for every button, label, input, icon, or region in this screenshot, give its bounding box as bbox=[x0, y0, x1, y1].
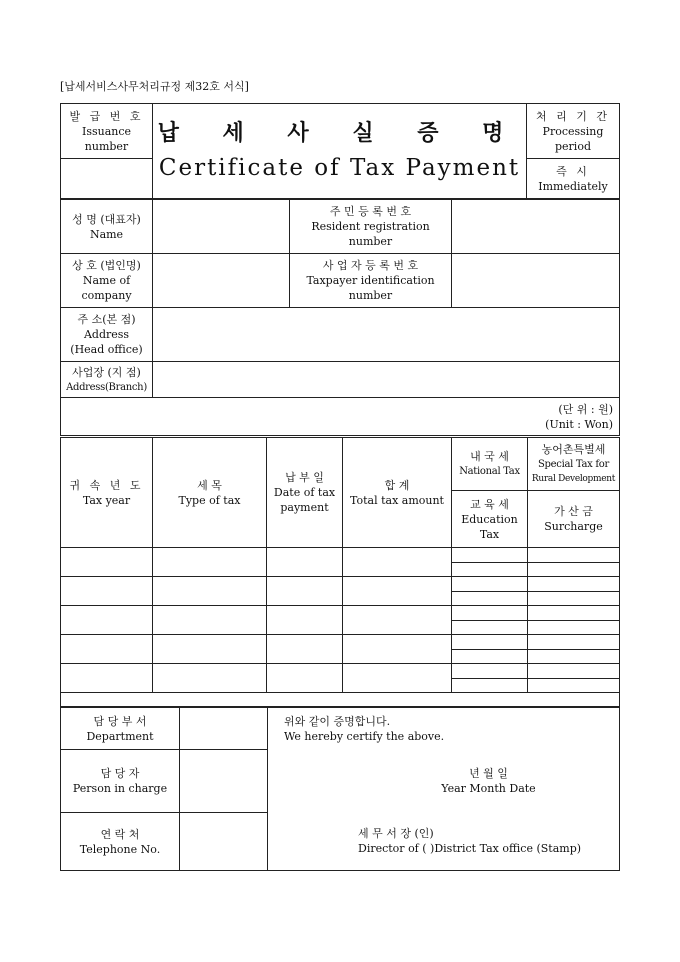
col-type: 세 목 Type of tax bbox=[153, 438, 267, 548]
col-surcharge: 가 산 금 Surcharge bbox=[528, 491, 620, 548]
table-spacer bbox=[61, 693, 620, 707]
department-field[interactable] bbox=[180, 708, 268, 750]
col-education: 교 육 세 Education Tax bbox=[452, 491, 528, 548]
taxpayer-info bbox=[60, 199, 620, 436]
table-row-cell[interactable] bbox=[61, 577, 153, 606]
telephone-field[interactable] bbox=[180, 813, 268, 871]
table-row-cell[interactable] bbox=[343, 606, 452, 635]
issue-date: 년 월 일 Year Month Date bbox=[268, 750, 620, 813]
table-row-cell[interactable] bbox=[343, 577, 452, 606]
table-row-cell[interactable] bbox=[452, 621, 528, 635]
table-row-cell[interactable] bbox=[452, 635, 528, 650]
footer-block bbox=[60, 707, 620, 871]
company-label: 상 호 (법인명) Name of company bbox=[61, 254, 153, 308]
person-label: 담 당 자 Person in charge bbox=[61, 750, 180, 813]
taxpayer-id-field[interactable] bbox=[452, 254, 620, 308]
table-row-cell[interactable] bbox=[452, 548, 528, 563]
director-signature: 세 무 서 장 (인) Director of ( )District Tax office (Stamp) bbox=[268, 813, 620, 871]
table-row-cell[interactable] bbox=[452, 606, 528, 621]
title-en: Certificate of Tax Payment bbox=[158, 155, 521, 181]
issuance-value[interactable] bbox=[61, 159, 153, 199]
unit-note: (단 위 : 원) (Unit : Won) bbox=[61, 398, 620, 436]
table-row-cell[interactable] bbox=[267, 635, 343, 664]
table-row-cell[interactable] bbox=[452, 577, 528, 592]
table-row-cell[interactable] bbox=[528, 563, 620, 577]
table-row-cell[interactable] bbox=[267, 577, 343, 606]
col-total: 합 계 Total tax amount bbox=[343, 438, 452, 548]
table-row-cell[interactable] bbox=[528, 635, 620, 650]
processing-label: 처 리 기 간 Processing period bbox=[527, 104, 620, 159]
table-row-cell[interactable] bbox=[343, 548, 452, 577]
person-field[interactable] bbox=[180, 750, 268, 813]
table-row-cell[interactable] bbox=[528, 548, 620, 563]
taxpayer-id-label: 사 업 자 등 록 번 호 Taxpayer identification number bbox=[290, 254, 452, 308]
name-field[interactable] bbox=[153, 200, 290, 254]
col-tax-year: 귀 속 년 도 Tax year bbox=[61, 438, 153, 548]
table-row-cell[interactable] bbox=[267, 548, 343, 577]
address-label: 주 소(본 점) Address (Head office) bbox=[61, 308, 153, 362]
name-label: 성 명 (대표자) Name bbox=[61, 200, 153, 254]
table-row-cell[interactable] bbox=[61, 664, 153, 693]
table-row-cell[interactable] bbox=[528, 664, 620, 679]
department-label: 담 당 부 서 Department bbox=[61, 708, 180, 750]
table-row-cell[interactable] bbox=[153, 577, 267, 606]
processing-value: 즉 시 Immediately bbox=[527, 159, 620, 199]
table-row-cell[interactable] bbox=[452, 650, 528, 664]
table-row-cell[interactable] bbox=[61, 635, 153, 664]
table-row-cell[interactable] bbox=[61, 548, 153, 577]
table-row-cell[interactable] bbox=[528, 577, 620, 592]
tax-table bbox=[60, 437, 620, 707]
table-row-cell[interactable] bbox=[528, 650, 620, 664]
title-block bbox=[60, 103, 620, 199]
address-field[interactable] bbox=[153, 308, 620, 362]
branch-field[interactable] bbox=[153, 362, 620, 398]
telephone-label: 연 락 처 Telephone No. bbox=[61, 813, 180, 871]
table-row-cell[interactable] bbox=[528, 679, 620, 693]
table-row-cell[interactable] bbox=[452, 592, 528, 606]
resident-label: 주 민 등 록 번 호 Resident registration number bbox=[290, 200, 452, 254]
resident-field[interactable] bbox=[452, 200, 620, 254]
table-row-cell[interactable] bbox=[452, 563, 528, 577]
table-row-cell[interactable] bbox=[153, 548, 267, 577]
table-row-cell[interactable] bbox=[343, 635, 452, 664]
col-national: 내 국 세 National Tax bbox=[452, 438, 528, 491]
table-row-cell[interactable] bbox=[267, 664, 343, 693]
table-row-cell[interactable] bbox=[267, 606, 343, 635]
table-row-cell[interactable] bbox=[61, 606, 153, 635]
table-row-cell[interactable] bbox=[528, 621, 620, 635]
table-row-cell[interactable] bbox=[343, 664, 452, 693]
issuance-label: 발 급 번 호 Issuance number bbox=[61, 104, 153, 159]
table-row-cell[interactable] bbox=[153, 635, 267, 664]
branch-label: 사업장 (지 점) Address(Branch) bbox=[61, 362, 153, 398]
table-row-cell[interactable] bbox=[452, 679, 528, 693]
certify-text: 위와 같이 증명합니다. We hereby certify the above. bbox=[268, 708, 620, 750]
title-ko: 납 세 사 실 증 명 bbox=[157, 121, 522, 146]
table-row-cell[interactable] bbox=[153, 606, 267, 635]
table-row-cell[interactable] bbox=[528, 592, 620, 606]
company-field[interactable] bbox=[153, 254, 290, 308]
table-row-cell[interactable] bbox=[153, 664, 267, 693]
form-title bbox=[153, 104, 527, 199]
table-row-cell[interactable] bbox=[452, 664, 528, 679]
col-special: 농어촌특별세 Special Tax for Rural Development bbox=[528, 438, 620, 491]
form-id: [납세서비스사무처리규정 제32호 서식] bbox=[60, 80, 249, 93]
table-row-cell[interactable] bbox=[528, 606, 620, 621]
col-date: 납 부 일 Date of tax payment bbox=[267, 438, 343, 548]
